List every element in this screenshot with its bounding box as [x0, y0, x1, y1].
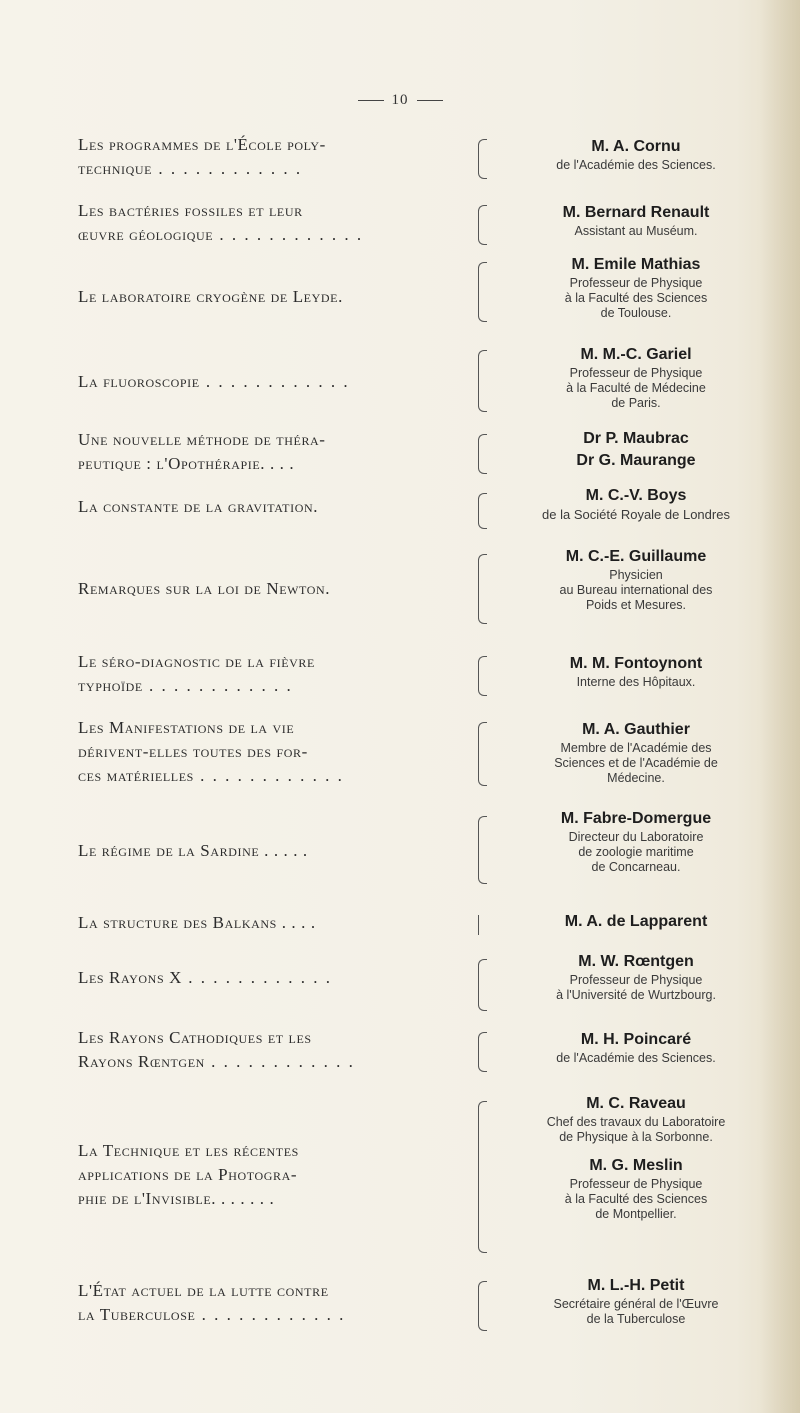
brace [478, 139, 487, 179]
brace [478, 959, 487, 1011]
author-desc: Poids et Mesures. [585, 598, 687, 612]
entry-title [78, 966, 470, 990]
title-line: Les bactéries fossiles et leur [78, 201, 303, 220]
author-desc: Membre de l'Académie des [560, 741, 712, 755]
entry-title [78, 577, 470, 601]
entry-author [490, 202, 782, 239]
dash-right [417, 100, 443, 101]
brace [478, 205, 487, 245]
author-desc: de Physique à la Sorbonne. [559, 1130, 713, 1144]
author-name: M. Emile Mathias [571, 256, 701, 273]
page-number [0, 92, 800, 109]
title-line: la Tuberculose . . . [78, 1303, 470, 1327]
brace [478, 656, 487, 696]
entry-author [490, 911, 782, 933]
author-desc: de l'Académie des Sciences. [556, 158, 716, 172]
author-desc: au Bureau international des [559, 583, 713, 597]
entry-title [78, 1139, 470, 1211]
author-desc: Directeur du Laboratoire [568, 830, 704, 844]
author-desc: Professeur de Physique [569, 276, 703, 290]
author-name: M. C.-E. Guillaume [565, 548, 707, 565]
entry-title [78, 1026, 470, 1074]
entry-title [78, 650, 470, 698]
entry-title [78, 428, 470, 476]
entry-author [490, 485, 782, 522]
author-desc: à l'Université de Wurtzbourg. [556, 988, 716, 1002]
author-name: M. A. Cornu [591, 138, 681, 155]
brace [478, 554, 487, 624]
author-desc: à la Faculté des Sciences [564, 291, 708, 305]
author-name: M. W. Rœntgen [578, 953, 694, 970]
brace [478, 1101, 487, 1253]
author-desc: de Toulouse. [600, 306, 672, 320]
brace [478, 915, 479, 935]
title-line: dérivent-elles toutes des for- [78, 742, 308, 761]
title-line: typhoïde . . . [78, 674, 470, 698]
entry-author [490, 653, 782, 690]
entry-title [78, 133, 470, 181]
page-number-text: 10 [391, 92, 409, 108]
entry-author [490, 808, 782, 875]
author-desc: à la Faculté de Médecine [566, 381, 706, 395]
entry-title [78, 370, 470, 394]
title-line: La structure des Balkans . . . . [78, 913, 316, 932]
title-line: Rayons Rœntgen . . . [78, 1050, 470, 1074]
title-line: Les Manifestations de la vie [78, 718, 295, 737]
author-name: M. C.-V. Boys [585, 487, 687, 504]
brace [478, 350, 487, 412]
entry-title [78, 495, 470, 519]
entry-title [78, 839, 470, 863]
author-name: M. A. de Lapparent [564, 913, 708, 930]
brace [478, 1281, 487, 1331]
author-desc: Professeur de Physique [569, 1177, 703, 1191]
entry-author [490, 254, 782, 321]
title-line: applications de la Photogra- [78, 1165, 298, 1184]
brace [478, 722, 487, 786]
author-desc: de zoologie maritime [578, 845, 694, 859]
author-desc: Chef des travaux du Laboratoire [546, 1115, 726, 1129]
author-desc: Interne des Hôpitaux. [576, 675, 696, 689]
author-desc: Assistant au Muséum. [574, 224, 698, 238]
title-line: peutique : l'Opothérapie. . . . [78, 454, 295, 473]
author-name: Dr G. Maurange [576, 452, 696, 469]
author-desc: de l'Académie des Sciences. [556, 1051, 716, 1065]
entry-author [490, 136, 782, 173]
author-desc: Physicien [609, 568, 663, 582]
entry-author [490, 344, 782, 411]
entry-title [78, 911, 470, 935]
author-name: M. G. Meslin [589, 1157, 683, 1174]
author-desc: de la Tuberculose [586, 1312, 686, 1326]
brace [478, 1032, 487, 1072]
title-line: Une nouvelle méthode de théra- [78, 430, 326, 449]
title-line: Le régime de la Sardine . . . . . [78, 841, 308, 860]
author-desc: de Concarneau. [591, 860, 681, 874]
entry-author [490, 1029, 782, 1066]
author-desc: Secrétaire général de l'Œuvre [553, 1297, 719, 1311]
entry-title [78, 199, 470, 247]
author-name: M. L.-H. Petit [587, 1277, 685, 1294]
author-desc: Professeur de Physique [569, 366, 703, 380]
author-desc: Sciences et de l'Académie de [554, 756, 718, 770]
title-line: Le séro-diagnostic de la fièvre [78, 652, 315, 671]
entry-title [78, 1279, 470, 1327]
title-line: La fluoroscopie . . . [78, 370, 470, 394]
author-name: M. M.-C. Gariel [580, 346, 692, 363]
author-desc: de la Société Royale de Londres [542, 507, 730, 522]
author-name: M. Bernard Renault [562, 204, 710, 221]
title-line: Les Rayons X . . . [78, 966, 470, 990]
entry-author [490, 951, 782, 1003]
brace [478, 816, 487, 884]
author-name: M. Fabre-Domergue [560, 810, 712, 827]
author-name: M. C. Raveau [586, 1095, 686, 1112]
author-desc: Médecine. [607, 771, 665, 785]
author-name: M. M. Fontoynont [569, 655, 703, 672]
author-name: M. A. Gauthier [582, 721, 690, 738]
title-line: La constante de la gravitation. [78, 497, 319, 516]
brace [478, 262, 487, 322]
title-line: Le laboratoire cryogène de Leyde. [78, 287, 343, 306]
entry-author [490, 719, 782, 786]
author-name: Dr P. Maubrac [583, 430, 689, 447]
author-desc: à la Faculté des Sciences [564, 1192, 708, 1206]
title-line: L'État actuel de la lutte contre [78, 1281, 329, 1300]
dash-left [358, 100, 384, 101]
brace [478, 434, 487, 474]
entry-author [490, 546, 782, 613]
entry-title [78, 285, 470, 309]
title-line: œuvre géologique . . . [78, 223, 470, 247]
title-line: Remarques sur la loi de Newton. [78, 579, 331, 598]
entry-author [490, 1093, 782, 1222]
author-desc: Professeur de Physique [569, 973, 703, 987]
title-line: ces matérielles . . . [78, 764, 470, 788]
title-line: Les programmes de l'École poly- [78, 135, 326, 154]
title-line: technique . . . [78, 157, 470, 181]
title-line: phie de l'Invisible. . . . . . . [78, 1189, 275, 1208]
entry-title [78, 716, 470, 788]
title-line: Les Rayons Cathodiques et les [78, 1028, 312, 1047]
author-desc: de Montpellier. [595, 1207, 677, 1221]
title-line: La Technique et les récentes [78, 1141, 299, 1160]
entry-author [490, 1275, 782, 1327]
author-name: M. H. Poincaré [580, 1031, 692, 1048]
author-desc: de Paris. [611, 396, 661, 410]
brace [478, 493, 487, 529]
entry-author [490, 428, 782, 472]
